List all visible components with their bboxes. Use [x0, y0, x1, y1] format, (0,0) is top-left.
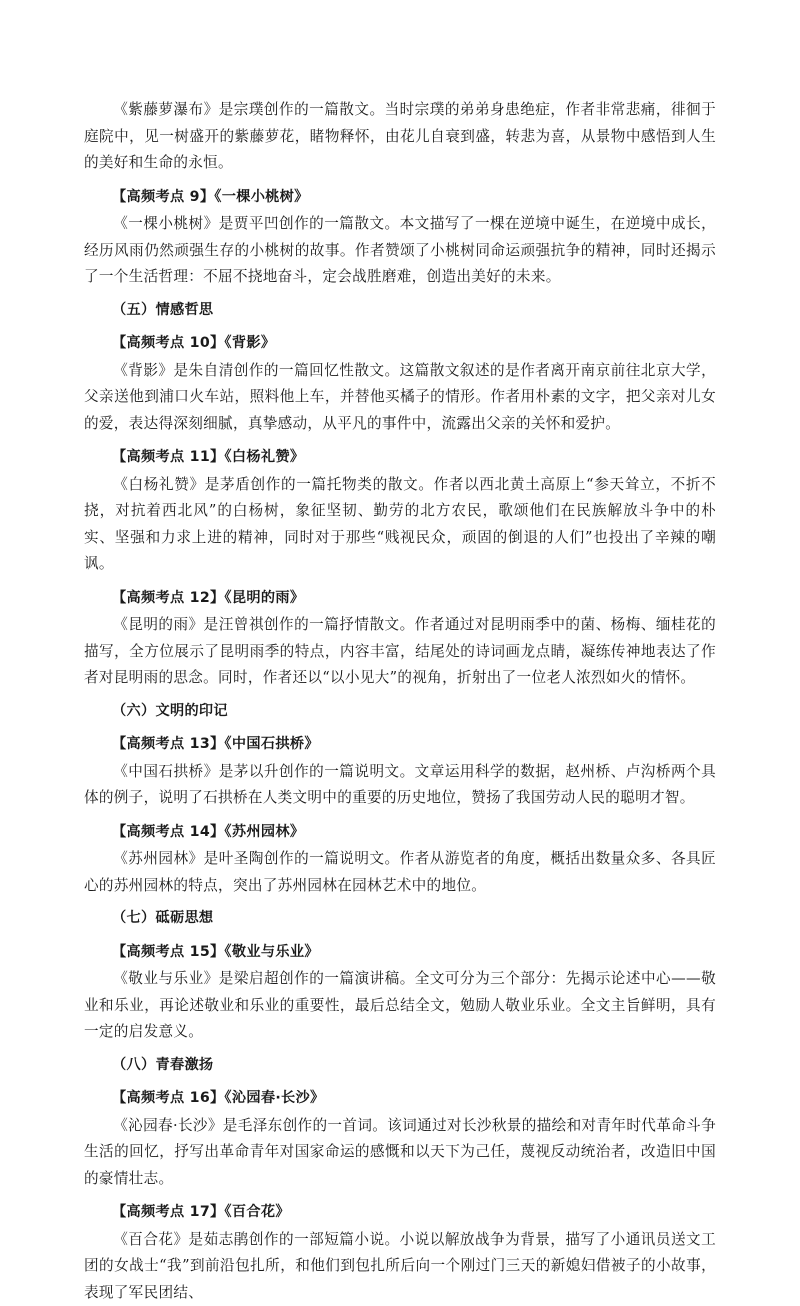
- paragraph: 《白杨礼赞》是茅盾创作的一篇托物类的散文。作者以西北黄土高原上“参天耸立，不折不挠，对抗着西北风”的白杨树，象征坚韧、勤劳的北方农民，歌颂他们在民族解放斗争中的朴实、坚强和力求上进的精神，同时对于那些“贱视民众，顽固的倒退的人们”也投出了辛辣的嘲讽。: [84, 472, 716, 578]
- topic-heading: 【高频考点 14】《苏州园林》: [84, 819, 716, 846]
- topic-heading: 【高频考点 9】《一棵小桃树》: [84, 184, 716, 211]
- paragraph: 《背影》是朱自清创作的一篇回忆性散文。这篇散文叙述的是作者离开南京前往北京大学，父亲送他到浦口火车站，照料他上车，并替他买橘子的情形。作者用朴素的文字，把父亲对儿女的爱，表达得深刻细腻，真挚感动，从平凡的事件中，流露出父亲的关怀和爱护。: [84, 358, 716, 438]
- paragraph: 《沁园春·长沙》是毛泽东创作的一首词。该词通过对长沙秋景的描绘和对青年时代革命斗争生活的回忆，抒写出革命青年对国家命运的感慨和以天下为己任，蔑视反动统治者，改造旧中国的豪情壮志。: [84, 1113, 716, 1193]
- paragraph: 《中国石拱桥》是茅以升创作的一篇说明文。文章运用科学的数据，赵州桥、卢沟桥两个具体的例子，说明了石拱桥在人类文明中的重要的历史地位，赞扬了我国劳动人民的聪明才智。: [84, 759, 716, 812]
- paragraph: 《苏州园林》是叶圣陶创作的一篇说明文。作者从游览者的角度，概括出数量众多、各具匠心的苏州园林的特点，突出了苏州园林在园林艺术中的地位。: [84, 846, 716, 899]
- section-heading: （八）青春激扬: [84, 1052, 716, 1079]
- topic-heading: 【高频考点 13】《中国石拱桥》: [84, 731, 716, 758]
- topic-heading: 【高频考点 15】《敬业与乐业》: [84, 939, 716, 966]
- paragraph: 《敬业与乐业》是梁启超创作的一篇演讲稿。全文可分为三个部分：先揭示论述中心——敬业和乐业，再论述敬业和乐业的重要性，最后总结全文，勉励人敬业乐业。全文主旨鲜明，具有一定的启发意义。: [84, 966, 716, 1046]
- section-heading: （六）文明的印记: [84, 698, 716, 725]
- section-heading: （五）情感哲思: [84, 297, 716, 324]
- paragraph: 《紫藤萝瀑布》是宗璞创作的一篇散文。当时宗璞的弟弟身患绝症，作者非常悲痛，徘徊于庭院中，见一树盛开的紫藤萝花，睹物释怀，由花儿自衰到盛，转悲为喜，从景物中感悟到人生的美好和生命的永恒。: [84, 97, 716, 177]
- topic-heading: 【高频考点 17】《百合花》: [84, 1199, 716, 1226]
- topic-heading: 【高频考点 10】《背影》: [84, 330, 716, 357]
- topic-heading: 【高频考点 16】《沁园春·长沙》: [84, 1085, 716, 1112]
- paragraph: 《昆明的雨》是汪曾祺创作的一篇抒情散文。作者通过对昆明雨季中的菌、杨梅、缅桂花的描写，全方位展示了昆明雨季的特点，内容丰富，结尾处的诗词画龙点睛，凝练传神地表达了作者对昆明雨的思念。同时，作者还以“以小见大”的视角，折射出了一位老人浓烈如火的情怀。: [84, 612, 716, 692]
- topic-heading: 【高频考点 12】《昆明的雨》: [84, 585, 716, 612]
- section-heading: （七）砥砺思想: [84, 905, 716, 932]
- paragraph: 《一棵小桃树》是贾平凹创作的一篇散文。本文描写了一棵在逆境中诞生，在逆境中成长，经历风雨仍然顽强生存的小桃树的故事。作者赞颂了小桃树同命运顽强抗争的精神，同时还揭示了一个生活哲理：不屈不挠地奋斗，定会战胜磨难，创造出美好的未来。: [84, 211, 716, 291]
- topic-heading: 【高频考点 11】《白杨礼赞》: [84, 444, 716, 471]
- paragraph: 《百合花》是茹志鹃创作的一部短篇小说。小说以解放战争为背景，描写了小通讯员送文工团的女战士“我”到前沿包扎所，和他们到包扎所后向一个刚过门三天的新媳妇借被子的小故事，表现了军民团结、: [84, 1227, 716, 1306]
